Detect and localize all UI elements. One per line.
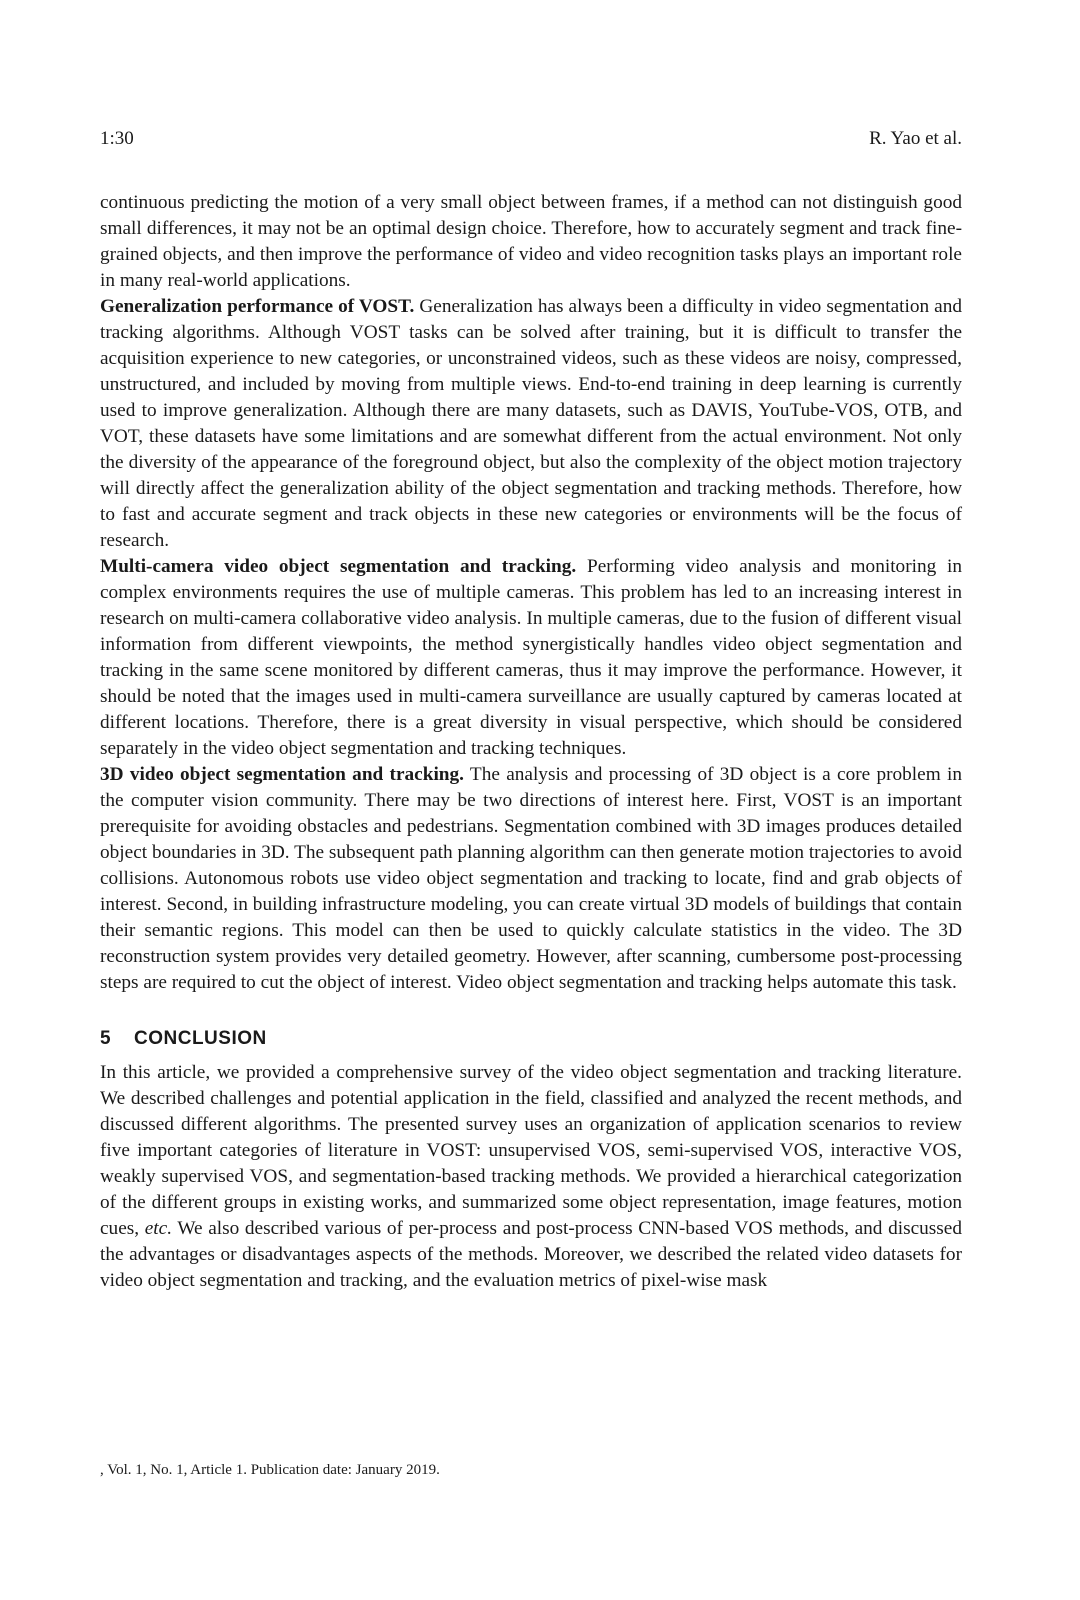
running-header <box>100 128 962 150</box>
paragraph-lead: Generalization performance of VOST. <box>100 296 415 317</box>
paragraph <box>100 1060 962 1294</box>
running-authors: R. Yao et al. <box>869 128 962 149</box>
paragraph-text: continuous predicting the motion of a very small object between frames, if a method can not distinguish good small differences, it may not be an optimal design choice. Therefore, how to accurately segment and track fine-grained objects, and then improve the performance of video and video recognition tasks plays an important role in many real-world applications. <box>100 192 962 291</box>
paragraph <box>100 294 962 554</box>
paragraph-text: We also described various of per-process and post-process CNN-based VOS methods, and discussed the advantages or disadvantages aspects of the methods. Moreover, we described the related video datasets for video object segmentation and tracking, and the evaluation metrics of pixel-wise mask <box>100 1218 962 1291</box>
section-title: CONCLUSION <box>134 1028 267 1049</box>
page-body <box>100 190 962 1294</box>
paragraph <box>100 554 962 762</box>
paragraph-text: In this article, we provided a comprehensive survey of the video object segmentation and tracking literature. We described challenges and potential application in the field, classified and analyzed the recent methods, and discussed different algorithms. The presented survey uses an organization of application scenarios to review five important categories of literature in VOST: unsupervised VOS, semi-supervised VOS, interactive VOS, weakly supervised VOS, and segmentation-based tracking methods. We provided a hierarchical categorization of the different groups in existing works, and summarized some object representation, image features, motion cues, <box>100 1062 962 1239</box>
paragraph-text: Performing video analysis and monitoring in complex environments requires the use of multiple cameras. This problem has led to an increasing interest in research on multi-camera collaborative video analysis. In multiple cameras, due to the fusion of different visual information from different viewpoints, the method synergistically handles video object segmentation and tracking in the same scene monitored by different cameras, thus it may improve the performance. However, it should be noted that the images used in multi-camera surveillance are usually captured by cameras located at different locations. Therefore, there is a great diversity in visual perspective, which should be considered separately in the video object segmentation and tracking techniques. <box>100 556 962 759</box>
paragraph-text: The analysis and processing of 3D object is a core problem in the computer vision community. There may be two directions of interest here. First, VOST is an important prerequisite for avoiding obstacles and pedestrians. Segmentation combined with 3D images produces detailed object boundaries in 3D. The subsequent path planning algorithm can then generate motion trajectories to avoid collisions. Autonomous robots use video object segmentation and tracking to locate, find and grab objects of interest. Second, in building infrastructure modeling, you can create virtual 3D models of buildings that contain their semantic regions. This model can then be used to quickly calculate statistics in the video. The 3D reconstruction system provides very detailed geometry. However, after scanning, cumbersome post-processing steps are required to cut the object of interest. Video object segmentation and tracking helps automate this task. <box>100 764 963 993</box>
footer-citation: , Vol. 1, No. 1, Article 1. Publication date: January 2019. <box>100 1462 440 1478</box>
paragraph-lead: Multi-camera video object segmentation and tracking. <box>100 556 577 577</box>
section-heading <box>100 1026 962 1052</box>
paragraph-text: Generalization has always been a difficulty in video segmentation and tracking algorithms. Although VOST tasks can be solved after training, but it is difficult to transfer the acquisition experience to new categories, or unconstrained videos, such as these videos are noisy, compressed, unstructured, and included by moving from multiple views. End-to-end training in deep learning is currently used to improve generalization. Although there are many datasets, such as DAVIS, YouTube-VOS, OTB, and VOT, these datasets have some limitations and are somewhat different from the actual environment. Not only the diversity of the appearance of the foreground object, but also the complexity of the object motion trajectory will directly affect the generalization ability of the object segmentation and tracking methods. Therefore, how to fast and accurate segment and track objects in these new categories or environments will be the focus of research. <box>100 296 962 551</box>
section-number: 5 <box>100 1028 112 1049</box>
paragraph <box>100 190 962 294</box>
paragraph-lead: 3D video object segmentation and tracking. <box>100 764 464 785</box>
etc-italic: etc. <box>144 1218 173 1239</box>
paragraph <box>100 762 962 996</box>
page-number: 1:30 <box>100 128 134 149</box>
